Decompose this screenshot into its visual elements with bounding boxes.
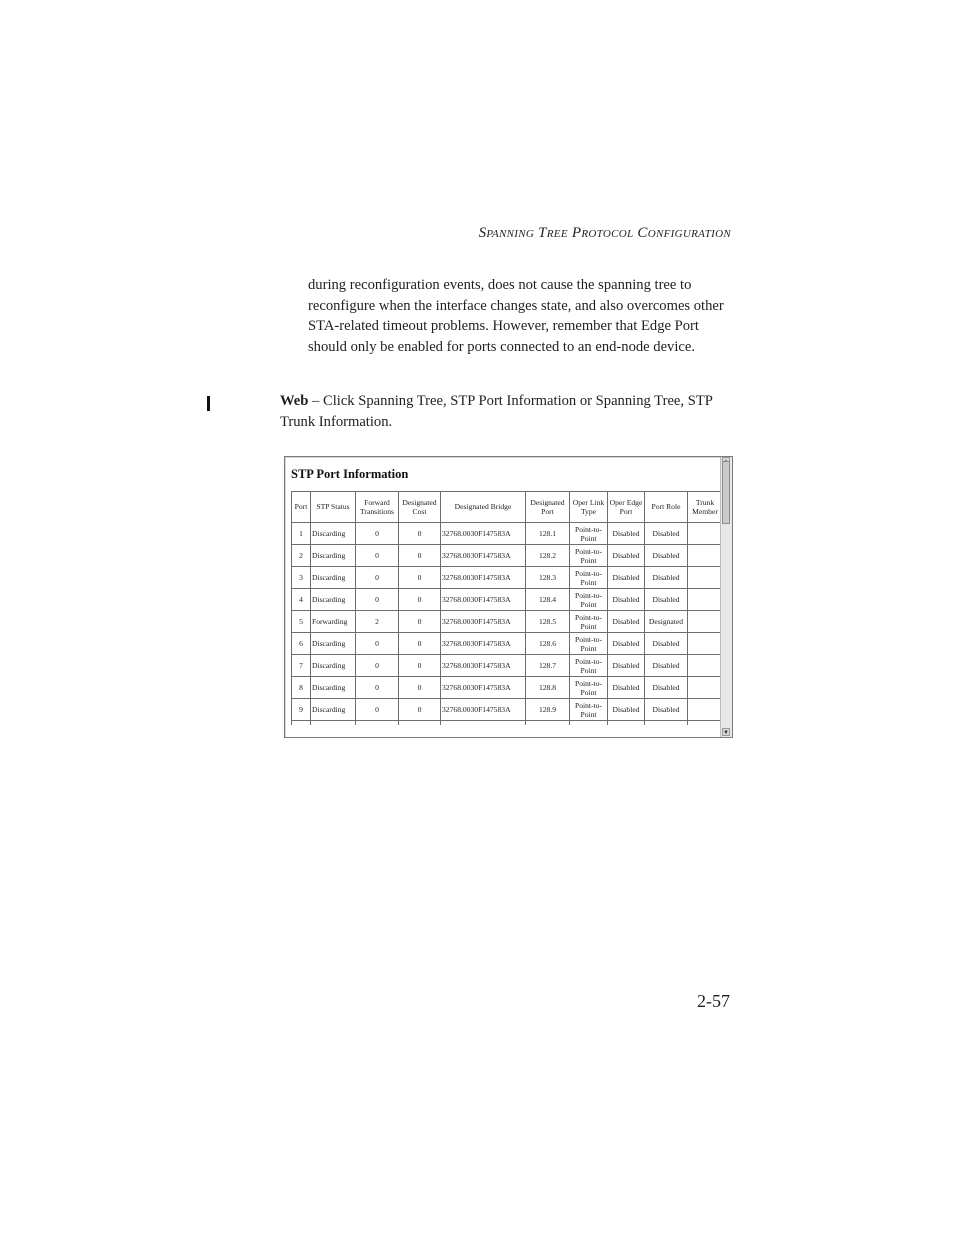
table-cell: 128.9 bbox=[526, 699, 570, 721]
table-cell: 128.1 bbox=[526, 523, 570, 545]
table-cell: 7 bbox=[292, 655, 311, 677]
table-cell: 3 bbox=[292, 567, 311, 589]
body-paragraph-web bbox=[280, 391, 732, 432]
table-cell bbox=[399, 721, 441, 726]
table-cell: Disabled bbox=[645, 589, 688, 611]
vertical-scrollbar[interactable] bbox=[720, 457, 732, 737]
table-cell: Discarding bbox=[311, 633, 356, 655]
table-row-partial bbox=[292, 721, 723, 726]
table-cell: 0 bbox=[399, 567, 441, 589]
col-header-oper-edge-port: Oper Edge Port bbox=[608, 492, 645, 523]
table-cell: 0 bbox=[399, 699, 441, 721]
body-paragraph-edge-port: during reconfiguration events, does not cause the spanning tree to reconfigure when the interface changes state, and also overcomes other STA-related timeout problems. However, remember that Edge Port should only be enabled for ports connected to an end-node device. bbox=[308, 277, 724, 355]
table-cell: Disabled bbox=[608, 567, 645, 589]
col-header-designated-cost: Designated Cost bbox=[399, 492, 441, 523]
table-cell: Disabled bbox=[645, 567, 688, 589]
table-cell bbox=[526, 721, 570, 726]
table-row bbox=[292, 611, 723, 633]
table-cell: 0 bbox=[356, 655, 399, 677]
table-cell: Discarding bbox=[311, 545, 356, 567]
table-cell: 128.8 bbox=[526, 677, 570, 699]
table-cell: 9 bbox=[292, 699, 311, 721]
table-cell: Discarding bbox=[311, 589, 356, 611]
table-cell bbox=[688, 545, 723, 567]
table-cell: 32768.0030F147583A bbox=[441, 655, 526, 677]
table-cell: 4 bbox=[292, 589, 311, 611]
table-cell: Disabled bbox=[608, 611, 645, 633]
change-bar bbox=[207, 396, 210, 411]
table-cell: Point-to-Point bbox=[570, 633, 608, 655]
table-cell: Disabled bbox=[645, 545, 688, 567]
table-cell: Point-to-Point bbox=[570, 567, 608, 589]
table-cell: 0 bbox=[356, 633, 399, 655]
table-cell: Disabled bbox=[645, 655, 688, 677]
table-cell bbox=[311, 721, 356, 726]
running-head: Spanning Tree Protocol Configuration bbox=[478, 225, 731, 241]
table-cell: 0 bbox=[356, 589, 399, 611]
col-header-trunk-member: Trunk Member bbox=[688, 492, 723, 523]
table-cell: 0 bbox=[356, 545, 399, 567]
table-cell bbox=[688, 523, 723, 545]
table-cell: 128.6 bbox=[526, 633, 570, 655]
table-cell bbox=[356, 721, 399, 726]
col-header-designated-port: Designated Port bbox=[526, 492, 570, 523]
table-cell bbox=[688, 655, 723, 677]
table-row bbox=[292, 567, 723, 589]
table-cell: 0 bbox=[399, 523, 441, 545]
table-cell: 0 bbox=[356, 677, 399, 699]
table-cell: 32768.0030F147583A bbox=[441, 523, 526, 545]
table-row bbox=[292, 677, 723, 699]
table-cell: Disabled bbox=[608, 655, 645, 677]
table-cell: 2 bbox=[356, 611, 399, 633]
table-cell: 32768.0030F147583A bbox=[441, 567, 526, 589]
table-cell: Disabled bbox=[645, 633, 688, 655]
table-cell: 0 bbox=[356, 523, 399, 545]
stp-port-table bbox=[291, 491, 723, 725]
table-cell: Discarding bbox=[311, 677, 356, 699]
table-cell: Disabled bbox=[608, 545, 645, 567]
table-body bbox=[292, 523, 723, 726]
table-cell: 128.5 bbox=[526, 611, 570, 633]
table-cell: Discarding bbox=[311, 523, 356, 545]
table-cell bbox=[688, 589, 723, 611]
table-cell: Disabled bbox=[608, 523, 645, 545]
table-cell: 0 bbox=[356, 567, 399, 589]
table-cell bbox=[645, 721, 688, 726]
table-cell: 1 bbox=[292, 523, 311, 545]
table-cell: Discarding bbox=[311, 699, 356, 721]
col-header-port-role: Port Role bbox=[645, 492, 688, 523]
web-label: Web bbox=[280, 393, 309, 409]
screenshot-title: STP Port Information bbox=[291, 467, 409, 481]
col-header-port: Port bbox=[292, 492, 311, 523]
table-cell: 0 bbox=[399, 545, 441, 567]
table-cell: Point-to-Point bbox=[570, 545, 608, 567]
table-cell: Discarding bbox=[311, 655, 356, 677]
table-cell bbox=[570, 721, 608, 726]
table-cell bbox=[688, 699, 723, 721]
table-cell: 8 bbox=[292, 677, 311, 699]
table-cell: Discarding bbox=[311, 567, 356, 589]
table-cell bbox=[688, 567, 723, 589]
table-cell: Forwarding bbox=[311, 611, 356, 633]
table-cell bbox=[608, 721, 645, 726]
table-cell: 32768.0030F147583A bbox=[441, 633, 526, 655]
table-cell: Disabled bbox=[645, 699, 688, 721]
table-cell: 128.4 bbox=[526, 589, 570, 611]
table-cell: 6 bbox=[292, 633, 311, 655]
table-cell bbox=[688, 611, 723, 633]
table-cell: 2 bbox=[292, 545, 311, 567]
table-cell: 128.2 bbox=[526, 545, 570, 567]
table-cell: 128.7 bbox=[526, 655, 570, 677]
table-cell: Disabled bbox=[608, 589, 645, 611]
table-cell: 0 bbox=[399, 633, 441, 655]
table-row bbox=[292, 589, 723, 611]
scrollbar-thumb[interactable] bbox=[722, 461, 730, 524]
scroll-down-arrow-icon[interactable]: ▼ bbox=[723, 730, 729, 736]
table-cell: 32768.0030F147583A bbox=[441, 589, 526, 611]
table-cell: Point-to-Point bbox=[570, 677, 608, 699]
table-cell: Point-to-Point bbox=[570, 523, 608, 545]
table-row bbox=[292, 699, 723, 721]
table-cell: 32768.0030F147583A bbox=[441, 699, 526, 721]
table-cell: 32768.0030F147583A bbox=[441, 611, 526, 633]
table-cell bbox=[688, 633, 723, 655]
table-cell: Disabled bbox=[608, 699, 645, 721]
table-cell: Point-to-Point bbox=[570, 699, 608, 721]
table-row bbox=[292, 655, 723, 677]
table-cell: 32768.0030F147583A bbox=[441, 545, 526, 567]
table-cell: Disabled bbox=[608, 633, 645, 655]
table-cell: Disabled bbox=[608, 677, 645, 699]
table-cell: 128.3 bbox=[526, 567, 570, 589]
col-header-stp-status: STP Status bbox=[311, 492, 356, 523]
table-cell: Point-to-Point bbox=[570, 655, 608, 677]
page-number: 2-57 bbox=[697, 991, 730, 1011]
table-cell bbox=[441, 721, 526, 726]
table-cell: 0 bbox=[356, 699, 399, 721]
table-cell: 0 bbox=[399, 611, 441, 633]
col-header-designated-bridge: Designated Bridge bbox=[441, 492, 526, 523]
table-cell: 0 bbox=[399, 677, 441, 699]
table-row bbox=[292, 523, 723, 545]
col-header-forward-transitions: Forward Transitions bbox=[356, 492, 399, 523]
stp-port-information-screenshot bbox=[284, 456, 733, 738]
table-cell: Point-to-Point bbox=[570, 611, 608, 633]
table-cell: 32768.0030F147583A bbox=[441, 677, 526, 699]
table-header-row bbox=[292, 492, 723, 523]
table-cell: 0 bbox=[399, 655, 441, 677]
table-cell: 5 bbox=[292, 611, 311, 633]
table-row bbox=[292, 633, 723, 655]
col-header-oper-link-type: Oper Link Type bbox=[570, 492, 608, 523]
table-cell: Disabled bbox=[645, 677, 688, 699]
table-cell bbox=[688, 721, 723, 726]
web-instructions: – Click Spanning Tree, STP Port Information or Spanning Tree, STP Trunk Information. bbox=[280, 393, 713, 430]
table-cell: 0 bbox=[399, 589, 441, 611]
table-cell: Designated bbox=[645, 611, 688, 633]
table-row bbox=[292, 545, 723, 567]
table-cell bbox=[292, 721, 311, 726]
table-cell bbox=[688, 677, 723, 699]
table-cell: Disabled bbox=[645, 523, 688, 545]
table-cell: Point-to-Point bbox=[570, 589, 608, 611]
